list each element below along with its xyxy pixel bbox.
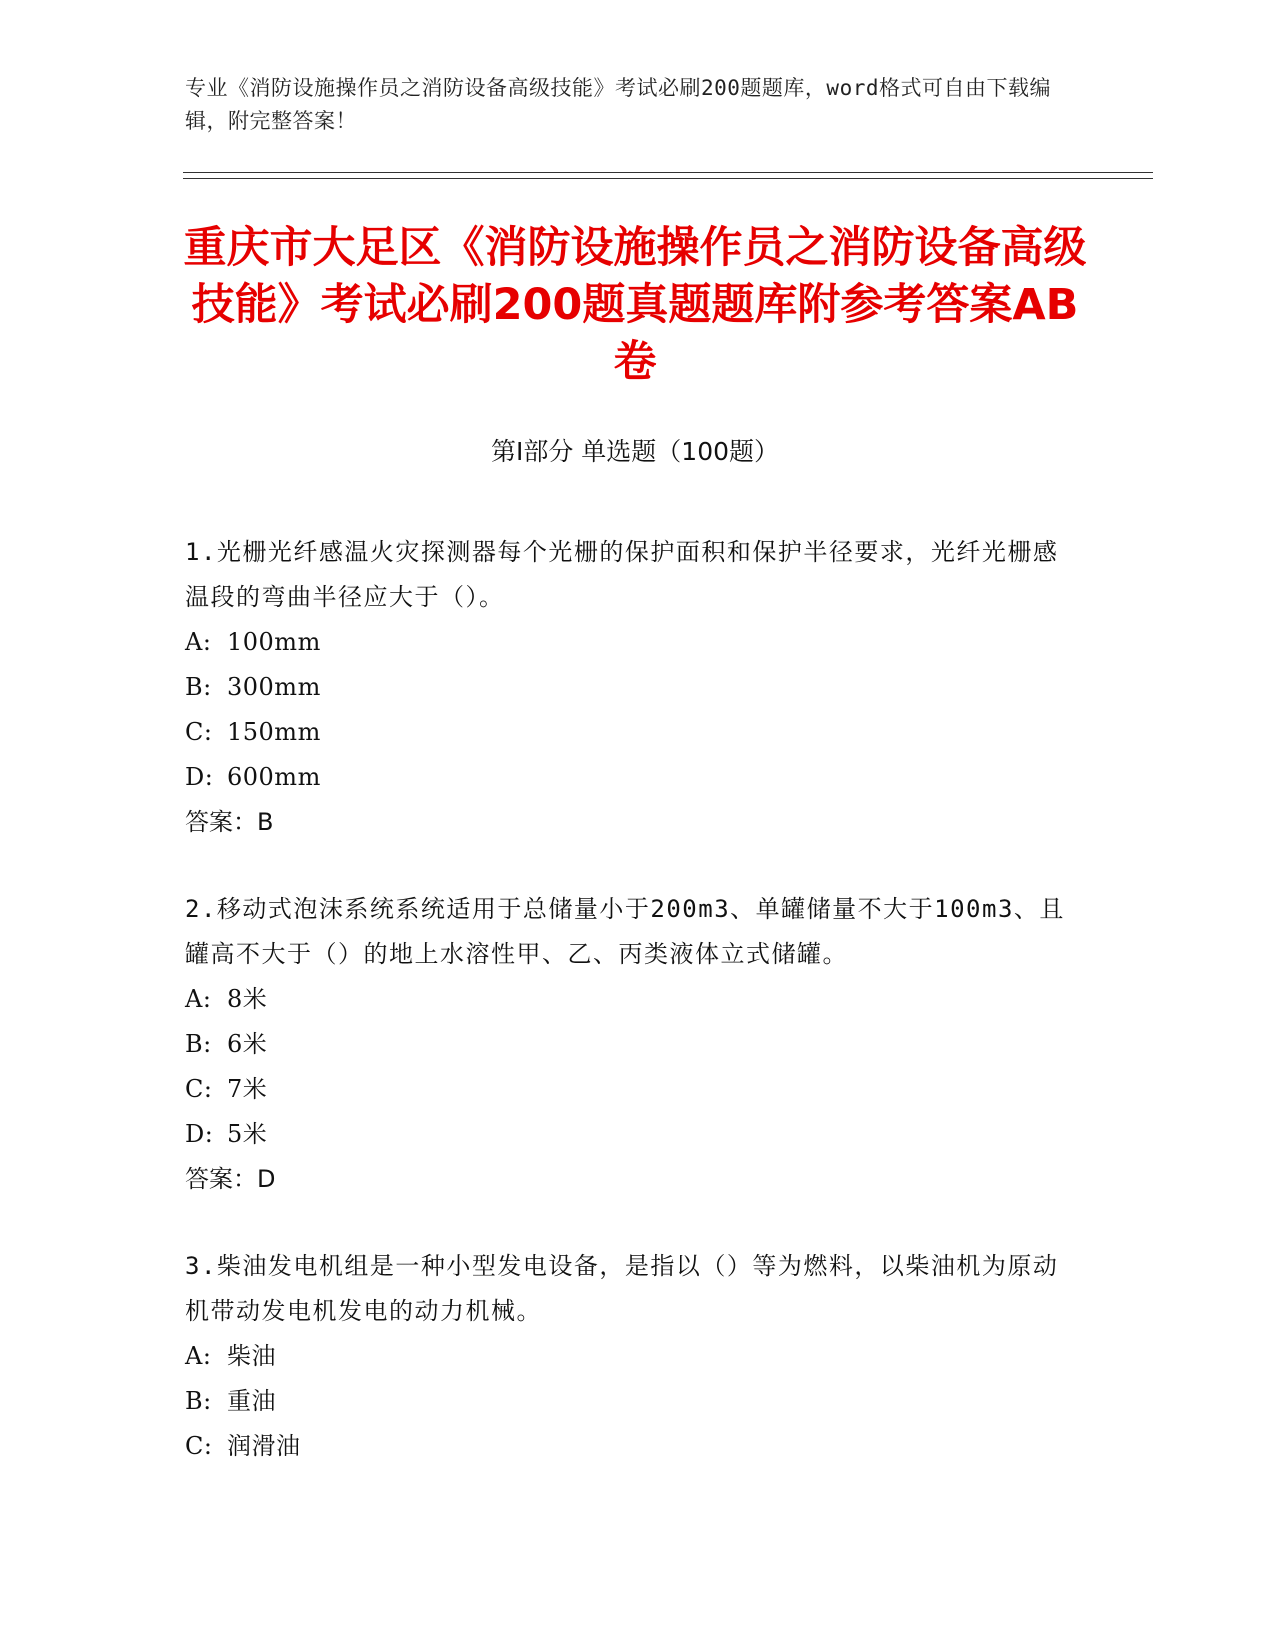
option-key: B: <box>185 1387 212 1415</box>
option-key: D: <box>185 763 214 791</box>
option-text: 600mm <box>227 763 321 791</box>
option-c <box>185 1067 1065 1112</box>
option-a <box>185 1334 1065 1379</box>
option-b <box>185 665 1065 710</box>
header-note: 专业《消防设施操作员之消防设备高级技能》考试必刷200题题库，word格式可自由下载编辑，附完整答案！ <box>185 76 1051 133</box>
option-key: A: <box>185 985 212 1013</box>
option-text: 100mm <box>227 628 321 656</box>
option-text: 300mm <box>227 673 321 701</box>
option-text: 7米 <box>227 1075 268 1103</box>
option-key: B: <box>185 673 212 701</box>
answer-line: 答案：B <box>185 808 274 836</box>
option-text: 8米 <box>227 985 268 1013</box>
option-key: A: <box>185 1342 212 1370</box>
option-text: 5米 <box>227 1120 268 1148</box>
question-2 <box>185 887 1065 1202</box>
question-stem: 3.柴油发电机组是一种小型发电设备，是指以（）等为燃料，以柴油机为原动机带动发电机发电的动力机械。 <box>185 1252 1059 1325</box>
option-key: C: <box>185 1432 213 1460</box>
question-1 <box>185 530 1065 845</box>
option-text: 6米 <box>227 1030 268 1058</box>
option-text: 重油 <box>227 1387 276 1415</box>
option-text: 150mm <box>227 718 321 746</box>
answer-line: 答案：D <box>185 1165 276 1193</box>
option-key: C: <box>185 1075 213 1103</box>
section-title: 第I部分 单选题（100题） <box>490 437 780 466</box>
question-3 <box>185 1244 1065 1469</box>
option-a <box>185 977 1065 1022</box>
option-c <box>185 710 1065 755</box>
option-key: B: <box>185 1030 212 1058</box>
document-title: 重庆市大足区《消防设施操作员之消防设备高级技能》考试必刷200题真题题库附参考答案AB卷 <box>183 223 1087 387</box>
option-b <box>185 1379 1065 1424</box>
question-stem: 1.光栅光纤感温火灾探测器每个光栅的保护面积和保护半径要求，光纤光栅感温段的弯曲半径应大于（）。 <box>185 538 1059 611</box>
option-d <box>185 1112 1065 1157</box>
option-text: 润滑油 <box>227 1432 301 1460</box>
option-c <box>185 1424 1065 1469</box>
option-a <box>185 620 1065 665</box>
option-key: A: <box>185 628 212 656</box>
option-d <box>185 755 1065 800</box>
header-divider-thin <box>183 178 1153 179</box>
option-key: D: <box>185 1120 214 1148</box>
header-divider-thick <box>183 172 1153 173</box>
question-stem: 2.移动式泡沫系统系统适用于总储量小于200m3、单罐储量不大于100m3、且罐高不大于（）的地上水溶性甲、乙、丙类液体立式储罐。 <box>185 895 1065 968</box>
question-list <box>185 530 1065 1511</box>
option-key: C: <box>185 718 213 746</box>
option-text: 柴油 <box>227 1342 276 1370</box>
option-b <box>185 1022 1065 1067</box>
